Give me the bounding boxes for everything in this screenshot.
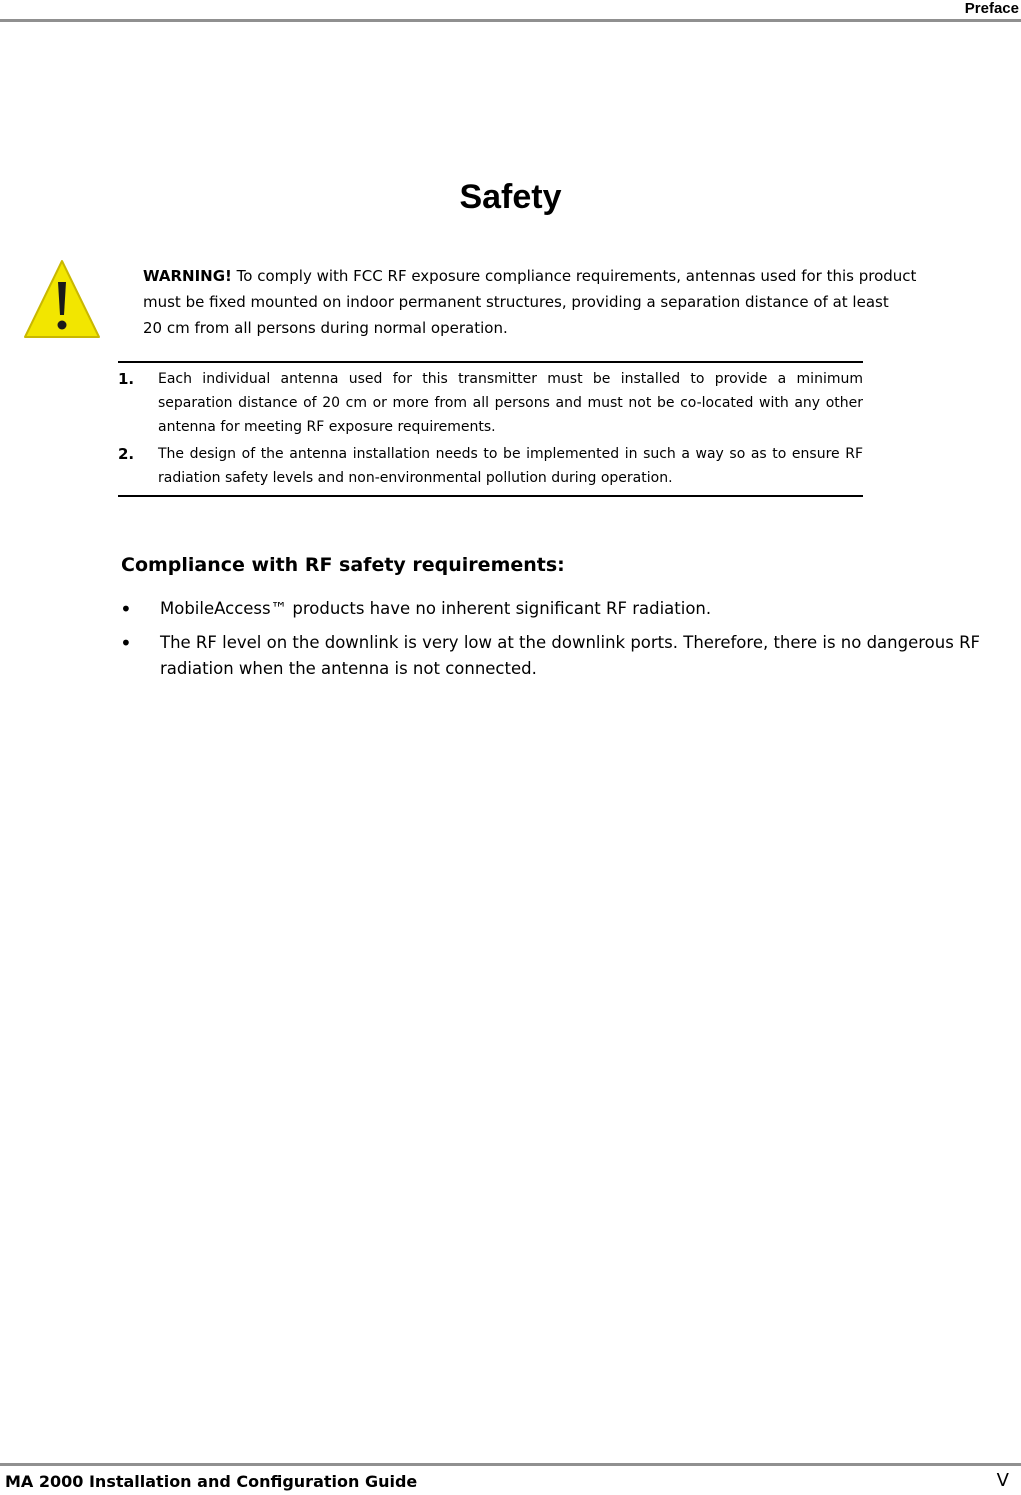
footer-divider xyxy=(0,1463,1021,1466)
compliance-heading: Compliance with RF safety requirements: xyxy=(121,554,565,576)
warning-line-2: must be fixed mounted on indoor permanent structures, providing a separation distance of at least xyxy=(143,293,889,311)
list-item-text: MobileAccess™ products have no inherent significant RF radiation. xyxy=(160,599,712,618)
notes-box xyxy=(118,361,863,497)
note-number: 2. xyxy=(118,445,135,463)
list-item-text: The RF level on the downlink is very low at the downlink ports. Therefore, there is no dangerous RF radiation when the antenna is not connected. xyxy=(160,633,981,678)
page-number: V xyxy=(996,1470,1009,1491)
note-text: Each individual antenna used for this transmitter must be installed to provide a minimum separation distance of 20 cm or more from all persons and must not be co-located with any other antenna for meeting RF exposure requirements. xyxy=(158,371,863,435)
footer-title: MA 2000 Installation and Configuration Guide xyxy=(5,1472,418,1491)
warning-line-1 xyxy=(143,263,1013,289)
header-divider xyxy=(0,19,1021,22)
warning-label: WARNING! xyxy=(143,267,232,285)
note-number: 1. xyxy=(118,370,135,388)
list-item xyxy=(118,596,988,622)
warning-text-1: To comply with FCC RF exposure compliance requirements, antennas used for this product xyxy=(236,267,917,285)
compliance-list xyxy=(118,596,988,690)
warning-line-3: 20 cm from all persons during normal operation. xyxy=(143,319,508,337)
note-text: The design of the antenna installation needs to be implemented in such a way so as to ensure RF radiation safety levels and non-environmental pollution during operation. xyxy=(158,446,863,486)
warning-block xyxy=(143,263,1013,341)
note-item xyxy=(118,367,863,439)
bullet-icon: • xyxy=(120,597,132,621)
page-title: Safety xyxy=(459,178,562,216)
bullet-icon: • xyxy=(120,631,132,655)
warning-triangle-icon xyxy=(22,258,102,340)
list-item xyxy=(118,630,988,682)
running-header: Preface xyxy=(964,0,1019,17)
note-item xyxy=(118,442,863,490)
